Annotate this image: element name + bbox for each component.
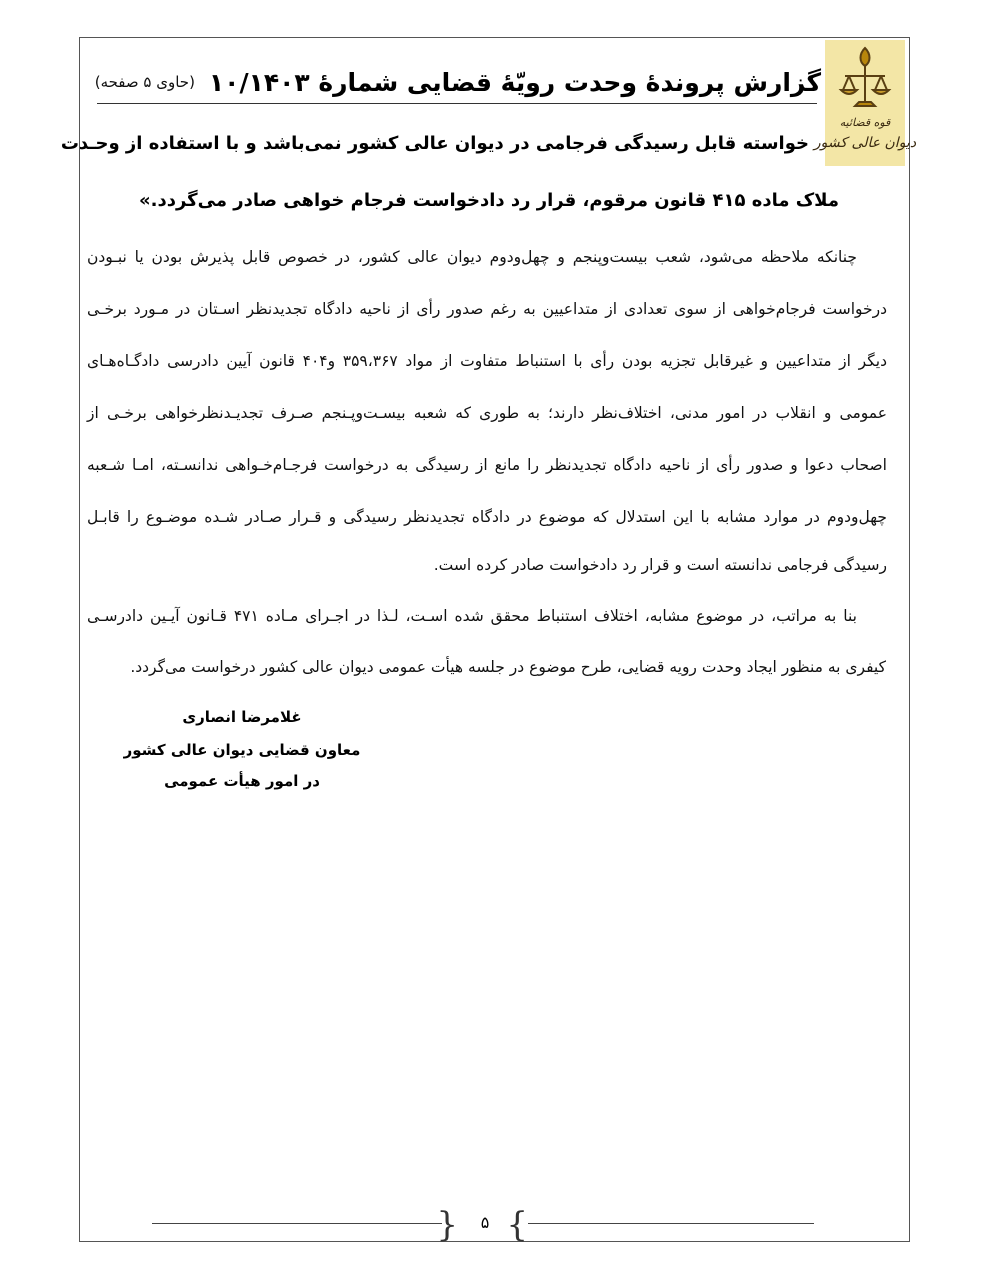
signatory-title-line-2: در امور هیأت عمومی <box>164 772 320 790</box>
page-border <box>79 37 910 1245</box>
paragraph-2-line-2: کیفری به منظور ایجاد وحدت رویه قضایی، طرح موضوع در جلسه هیأت عمومی دیوان عالی کشور درخواست می‌گردد. <box>130 658 886 676</box>
logo-bottom-text: دیوان عالی کشور <box>813 135 917 151</box>
paragraph-1-line-3: دیگر از متداعیین و غیرقابل تجزیه بودن رأی با استنباط متفاوت از مواد ۳۵۹،۳۶۷ و۴۰۴ قانون آیین دادرسی دادگـاه‌هـای <box>87 352 887 370</box>
emblem-and-scales-icon <box>835 44 895 114</box>
footer-brace-left-icon: { <box>436 1205 458 1245</box>
judiciary-logo <box>813 40 917 166</box>
footer-brace-right-icon: } <box>506 1205 528 1245</box>
paragraph-2-line-1: بنا به مراتب، در موضوع مشابه، اختلاف استنباط محقق شده اسـت، لـذا در اجـرای مـاده ۴۷۱ قـانون آیـین دادرسـی <box>87 607 857 625</box>
footer-rule-left <box>152 1223 442 1224</box>
footer-rule-right <box>528 1223 814 1224</box>
signatory-name: غلامرضا انصاری <box>182 708 302 726</box>
page-count-note: (حاوی ۵ صفحه) <box>94 73 195 91</box>
page-title: گزارش پروندۀ وحدت رویّۀ قضایی شمارۀ ۱۰/۱۴۰۳ <box>208 67 821 97</box>
signatory-title-line-1: معاون قضایی دیوان عالی کشور <box>123 741 361 759</box>
paragraph-1-line-5: اصحاب دعوا و صدور رأی از ناحیه دادگاه تجدیدنظر را مانع از رسیدگی به درخواست فرجـام‌خـواهی ندانسـته، امـا شـعبه <box>87 456 887 474</box>
paragraph-1-line-7: رسیدگی فرجامی ندانسته است و قرار رد دادخواست صادر کرده است. <box>433 556 887 574</box>
page-number: ۵ <box>480 1213 490 1232</box>
paragraph-1-line-1: چنانکه ملاحظه می‌شود، شعب بیست‌وپنجم و چهل‌ودوم دیوان عالی کشور، در خصوص قابل پذیرش بودن یا نبـودن <box>87 248 857 266</box>
logo-top-text: قوه قضائیه <box>839 116 891 129</box>
paragraph-1-line-6: چهل‌ودوم در موارد مشابه با این استدلال که موضوع در دادگاه تجدیدنظر رسیدگی و قـرار صـادر شـده موضـوع را قابـل <box>87 508 887 526</box>
title-underline <box>97 103 817 104</box>
report-title-row <box>94 60 821 104</box>
conclusion-line-2: ملاک ماده ۴۱۵ قانون مرقوم، قرار رد دادخواست فرجام خواهی صادر می‌گردد.» <box>139 190 839 211</box>
paragraph-1-line-2: درخواست فرجام‌خواهی از سوی تعدادی از متداعیین به رغم صدور رأی از ناحیه دادگاه تجدیدنظر اسـتان در مـورد برخـی <box>87 300 887 318</box>
paragraph-1-line-4: عمومی و انقلاب در امور مدنی، اختلاف‌نظر دارند؛ به طوری که شعبه بیسـت‌وپـنجم صـرف تجدیـدنظرخواهی برخـی از <box>87 404 887 422</box>
conclusion-line-1: خواسته قابل رسیدگی فرجامی در دیوان عالی کشور نمی‌باشد و با استفاده از وحـدت <box>60 133 809 154</box>
